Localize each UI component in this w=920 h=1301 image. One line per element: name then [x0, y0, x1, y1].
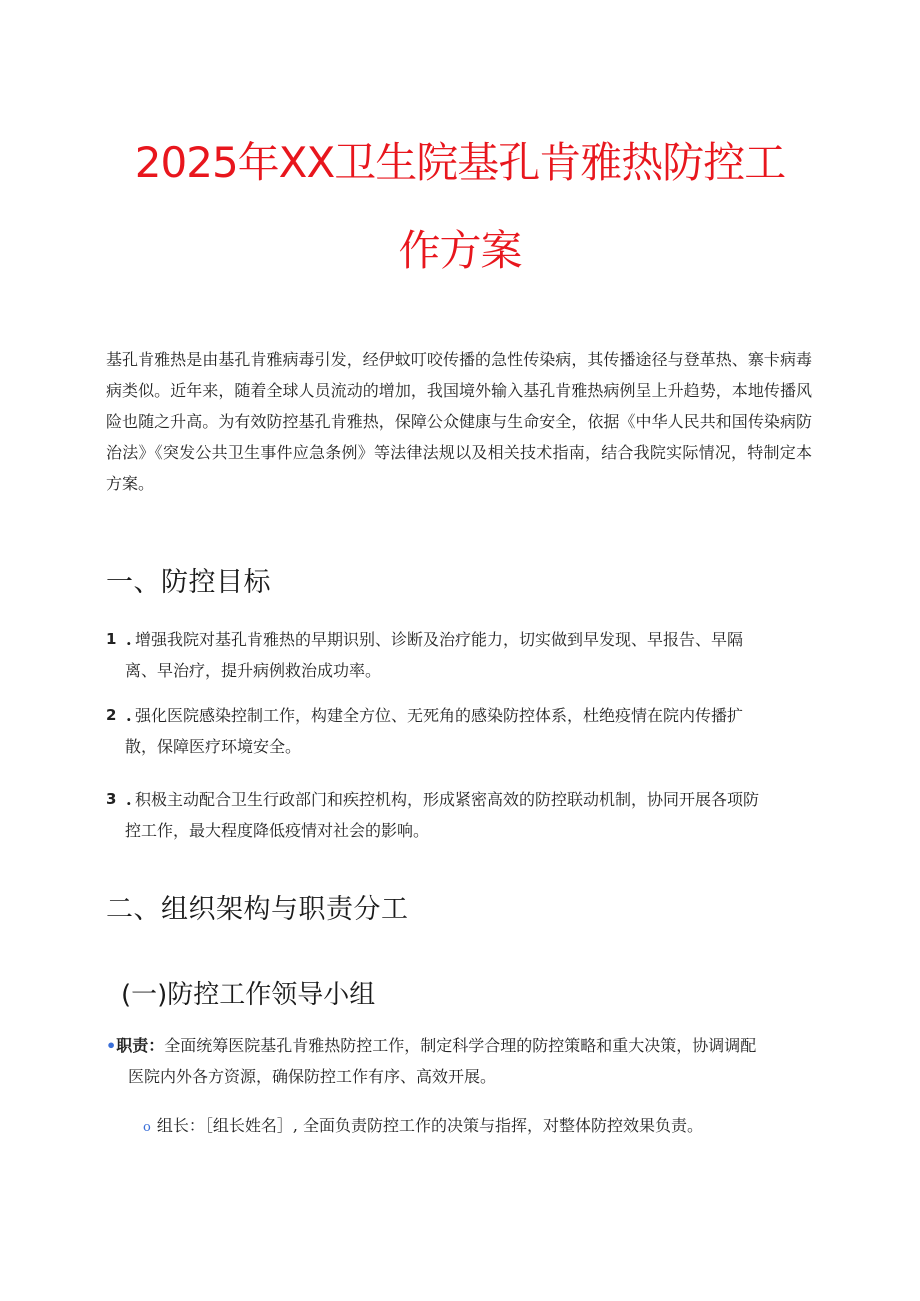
goal-item-number: 3: [106, 790, 117, 808]
leader-label: 组长：: [156, 1116, 205, 1135]
duty-text-line2: 医院内外各方资源，确保防控工作有序、高效开展。: [128, 1067, 497, 1086]
subsection1-heading: (一)防控工作领导小组: [121, 980, 376, 1010]
goal-item-text-line1: 增强我院对基孔肯雅热的早期识别、诊断及治疗能力，切实做到早发现、早报告、早隔: [135, 630, 744, 649]
goal-item-text-line2: 控工作，最大程度降低疫情对社会的影响。: [125, 821, 430, 840]
goal-item-number: 2: [106, 706, 117, 724]
intro-paragraph: 基孔肯雅热是由基孔肯雅病毒引发，经伊蚊叮咬传播的急性传染病，其传播途径与登革热、寨卡病毒病类似。近年来，随着全球人员流动的增加，我国境外输入基孔肯雅热病例呈上升趋势，本地传播风险也随之升高。为有效防控基孔肯雅热，保障公众健康与生命安全，依据《中华人民共和国传染病防治法》《突发公共卫生事件应急条例》等法律法规以及相关技术指南，结合我院实际情况，特制定本方案。: [106, 350, 812, 493]
leader-subitem: [143, 1110, 823, 1143]
goal-item-1: [106, 624, 816, 686]
goal-item-text-line2: 离、早治疗，提升病例救治成功率。: [125, 661, 382, 680]
leader-text: ［组长姓名］, 全面负责防控工作的决策与指挥，对整体防控效果负责。: [204, 1116, 704, 1135]
document-title-line1: 2025年XX卫生院基孔肯雅热防控工: [134, 138, 786, 187]
sub-bullet-icon: o: [143, 1120, 151, 1135]
goal-item-dot: .: [126, 790, 132, 809]
duty-text-line1: 全面统筹医院基孔肯雅热防控工作，制定科学合理的防控策略和重大决策，协调调配: [164, 1036, 757, 1055]
goal-item-3: [106, 784, 816, 846]
goal-item-number: 1: [106, 630, 117, 648]
bullet-dot-icon: •: [106, 1036, 117, 1055]
section1-heading: 一、防控目标: [106, 567, 271, 598]
duty-bullet: [106, 1030, 818, 1092]
section2-heading: 二、组织架构与职责分工: [106, 894, 409, 925]
document-title-line2: 作方案: [398, 226, 522, 275]
goal-item-dot: .: [126, 706, 132, 725]
goal-item-text-line2: 散，保障医疗环境安全。: [125, 737, 302, 756]
goal-item-text-line1: 积极主动配合卫生行政部门和疾控机构，形成紧密高效的防控联动机制，协同开展各项防: [135, 790, 760, 809]
goal-item-dot: .: [126, 630, 132, 649]
goal-item-text-line1: 强化医院感染控制工作，构建全方位、无死角的感染防控体系，杜绝疫情在院内传播扩: [135, 706, 744, 725]
duty-label: 职责：: [116, 1036, 165, 1055]
goal-item-2: [106, 700, 816, 762]
